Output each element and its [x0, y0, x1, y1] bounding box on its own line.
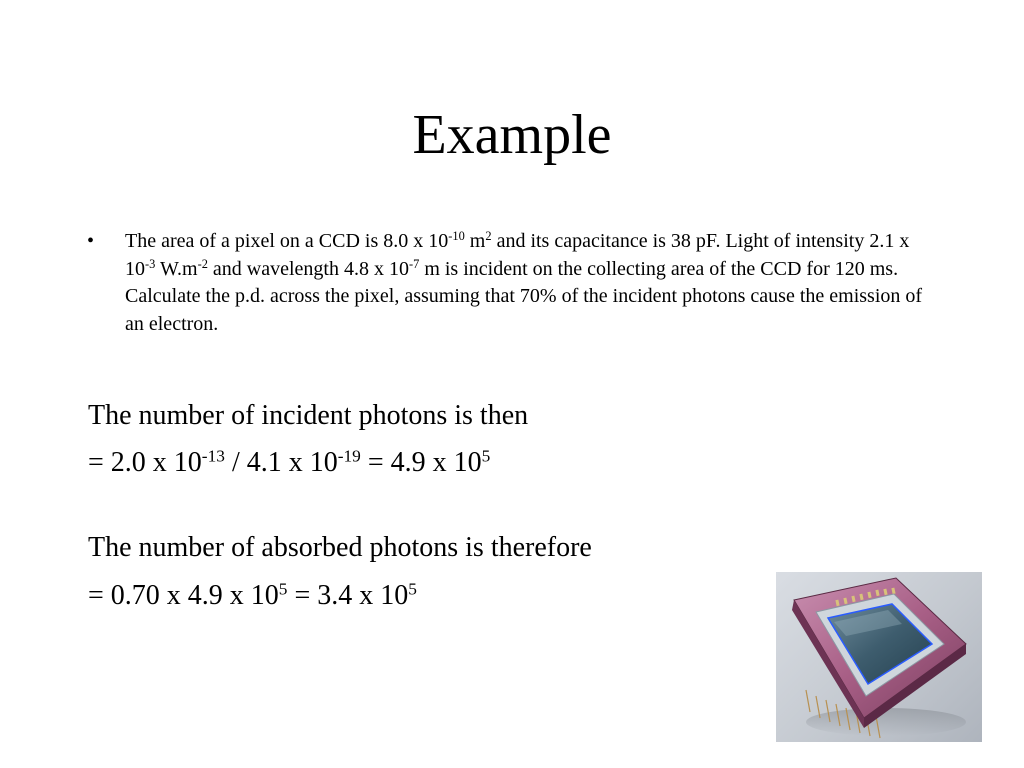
exponent: -19 — [337, 446, 361, 466]
text-segment: and its capacitance is 38 pF. Light of intensity 2.1 x 10 — [125, 230, 910, 280]
incident-photons-equation — [88, 445, 490, 481]
exponent: 5 — [278, 579, 288, 599]
ccd-chip-illustration — [776, 572, 982, 742]
incident-photons-heading: The number of incident photons is then — [88, 400, 529, 431]
exponent: 2 — [485, 229, 492, 244]
exponent: -3 — [145, 256, 156, 271]
slide-title: Example — [412, 104, 612, 166]
absorbed-photons-equation — [88, 578, 417, 614]
equation-part: = 4.9 x 10 — [360, 447, 482, 478]
exponent: -7 — [408, 256, 420, 271]
equation-part: = 0.70 x 4.9 x 10 — [88, 580, 279, 611]
ccd-chip-image — [776, 572, 982, 742]
exponent: -13 — [201, 446, 225, 466]
exponent: 5 — [408, 579, 417, 599]
exponent: 5 — [481, 446, 491, 466]
bullet-marker: • — [87, 230, 95, 252]
equation-part: / 4.1 x 10 — [224, 447, 338, 478]
problem-statement-text — [125, 228, 937, 338]
exponent: -10 — [448, 229, 465, 244]
equation-part: = 2.0 x 10 — [88, 447, 202, 478]
text-segment: m — [464, 230, 486, 252]
text-segment: m is incident on the collecting area of the CCD for 120 ms. Calculate the p.d. across the pixel, assuming that 70% of the incident photons cause the emission of an electron. — [125, 257, 923, 335]
text-segment: The area of a pixel on a CCD is 8.0 x 10 — [125, 230, 449, 252]
exponent: -2 — [197, 256, 208, 271]
equation-part: = 3.4 x 10 — [287, 580, 409, 611]
absorbed-photons-heading: The number of absorbed photons is therefore — [88, 532, 592, 563]
text-segment: W.m — [155, 257, 198, 280]
problem-statement-bullet — [87, 228, 937, 338]
text-segment: and wavelength 4.8 x 10 — [207, 257, 409, 280]
